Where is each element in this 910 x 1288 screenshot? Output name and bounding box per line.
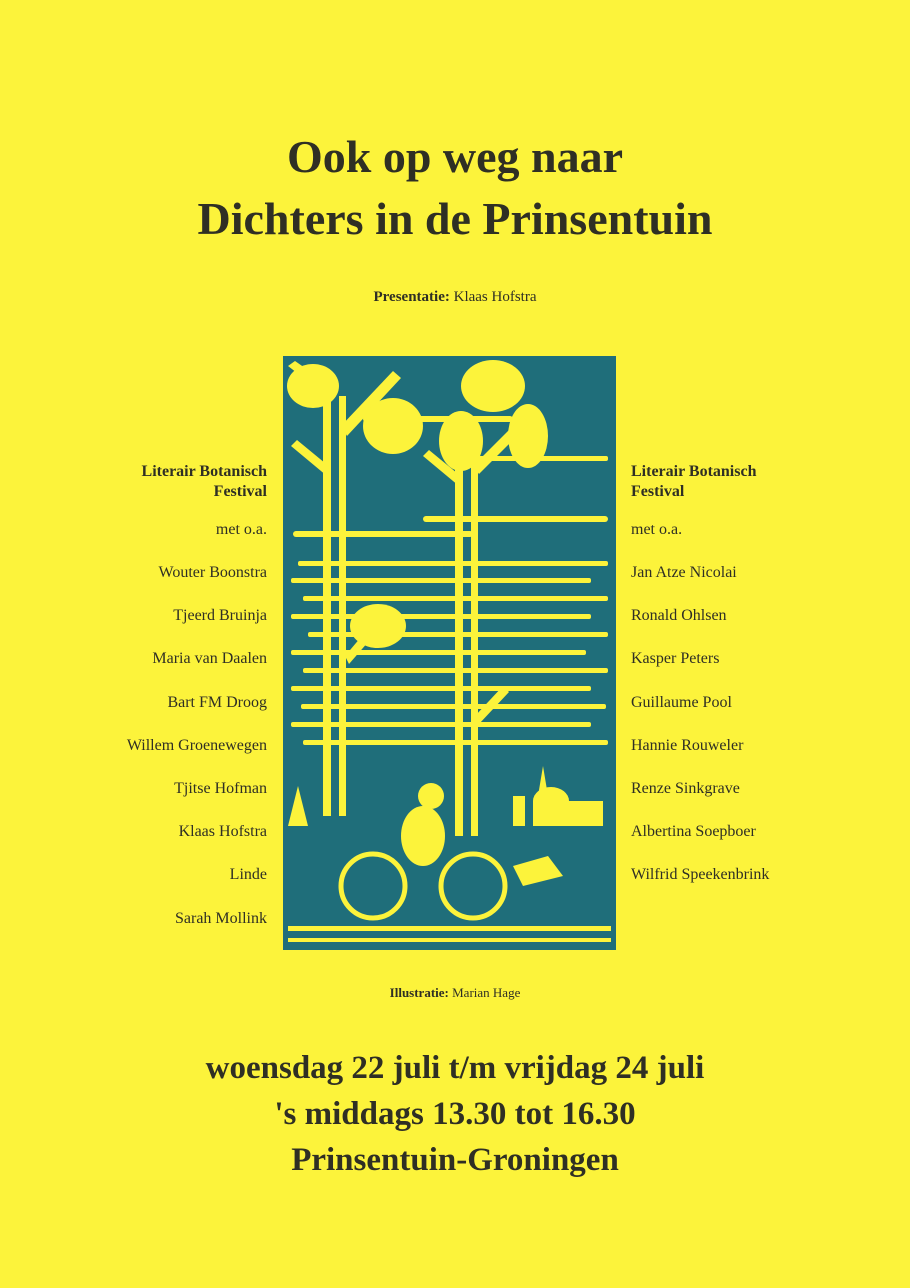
poet-name: Kasper Peters [631,650,720,668]
intro-left: met o.a. [215,521,267,538]
poet-name: Bart FM Droog [167,693,267,711]
poet-name: Hannie Rouweler [631,736,744,754]
poet-name: Klaas Hofstra [178,823,267,841]
festival-line: Literair Botanisch [141,463,267,480]
poet-name: Ronald Ohlsen [631,607,727,625]
poet-name: Tjeerd Bruinja [173,607,267,625]
poet-name: Wilfrid Speekenbrink [631,866,770,884]
poet-name: Wouter Boonstra [158,564,267,581]
poet-name: Jan Atze Nicolai [631,564,737,581]
intro-right: met o.a. [631,521,683,538]
poet-name: Guillaume Pool [631,693,732,711]
presenter-credit [0,289,910,306]
poet-name: Tjitse Hofman [174,779,267,797]
event-time: 's middags 13.30 tot 16.30 [274,1096,636,1132]
event-dates: woensdag 22 juli t/m vrijdag 24 juli [205,1050,705,1086]
presenter-label: Presentatie: [373,289,450,305]
illustrator-name: Marian Hage [452,985,521,1000]
festival-name-left [127,462,267,502]
poet-name: Albertina Soepboer [631,823,756,841]
festival-line: Festival [213,483,267,500]
event-place: Prinsentuin-Groningen [291,1142,619,1178]
festival-line: Literair Botanisch [631,463,757,480]
event-details [0,1045,910,1183]
presenter-name: Klaas Hofstra [453,289,537,305]
linocut-illustration [283,356,616,950]
festival-line: Festival [631,483,685,500]
left-poet-column [127,462,267,952]
right-poet-column [631,462,769,909]
poet-name: Linde [229,866,267,884]
title-line-1: Ook op weg naar [286,131,624,182]
poet-name: Renze Sinkgrave [631,779,740,797]
poet-name: Sarah Mollink [175,909,267,927]
poet-name: Maria van Daalen [152,650,267,668]
illustration-label: Illustratie: [389,985,449,1000]
illustration-credit [0,985,910,1001]
poet-name: Willem Groenewegen [126,736,267,754]
poster-title [0,126,910,250]
title-line-2: Dichters in de Prinsentuin [197,193,713,244]
festival-name-right [631,462,769,502]
